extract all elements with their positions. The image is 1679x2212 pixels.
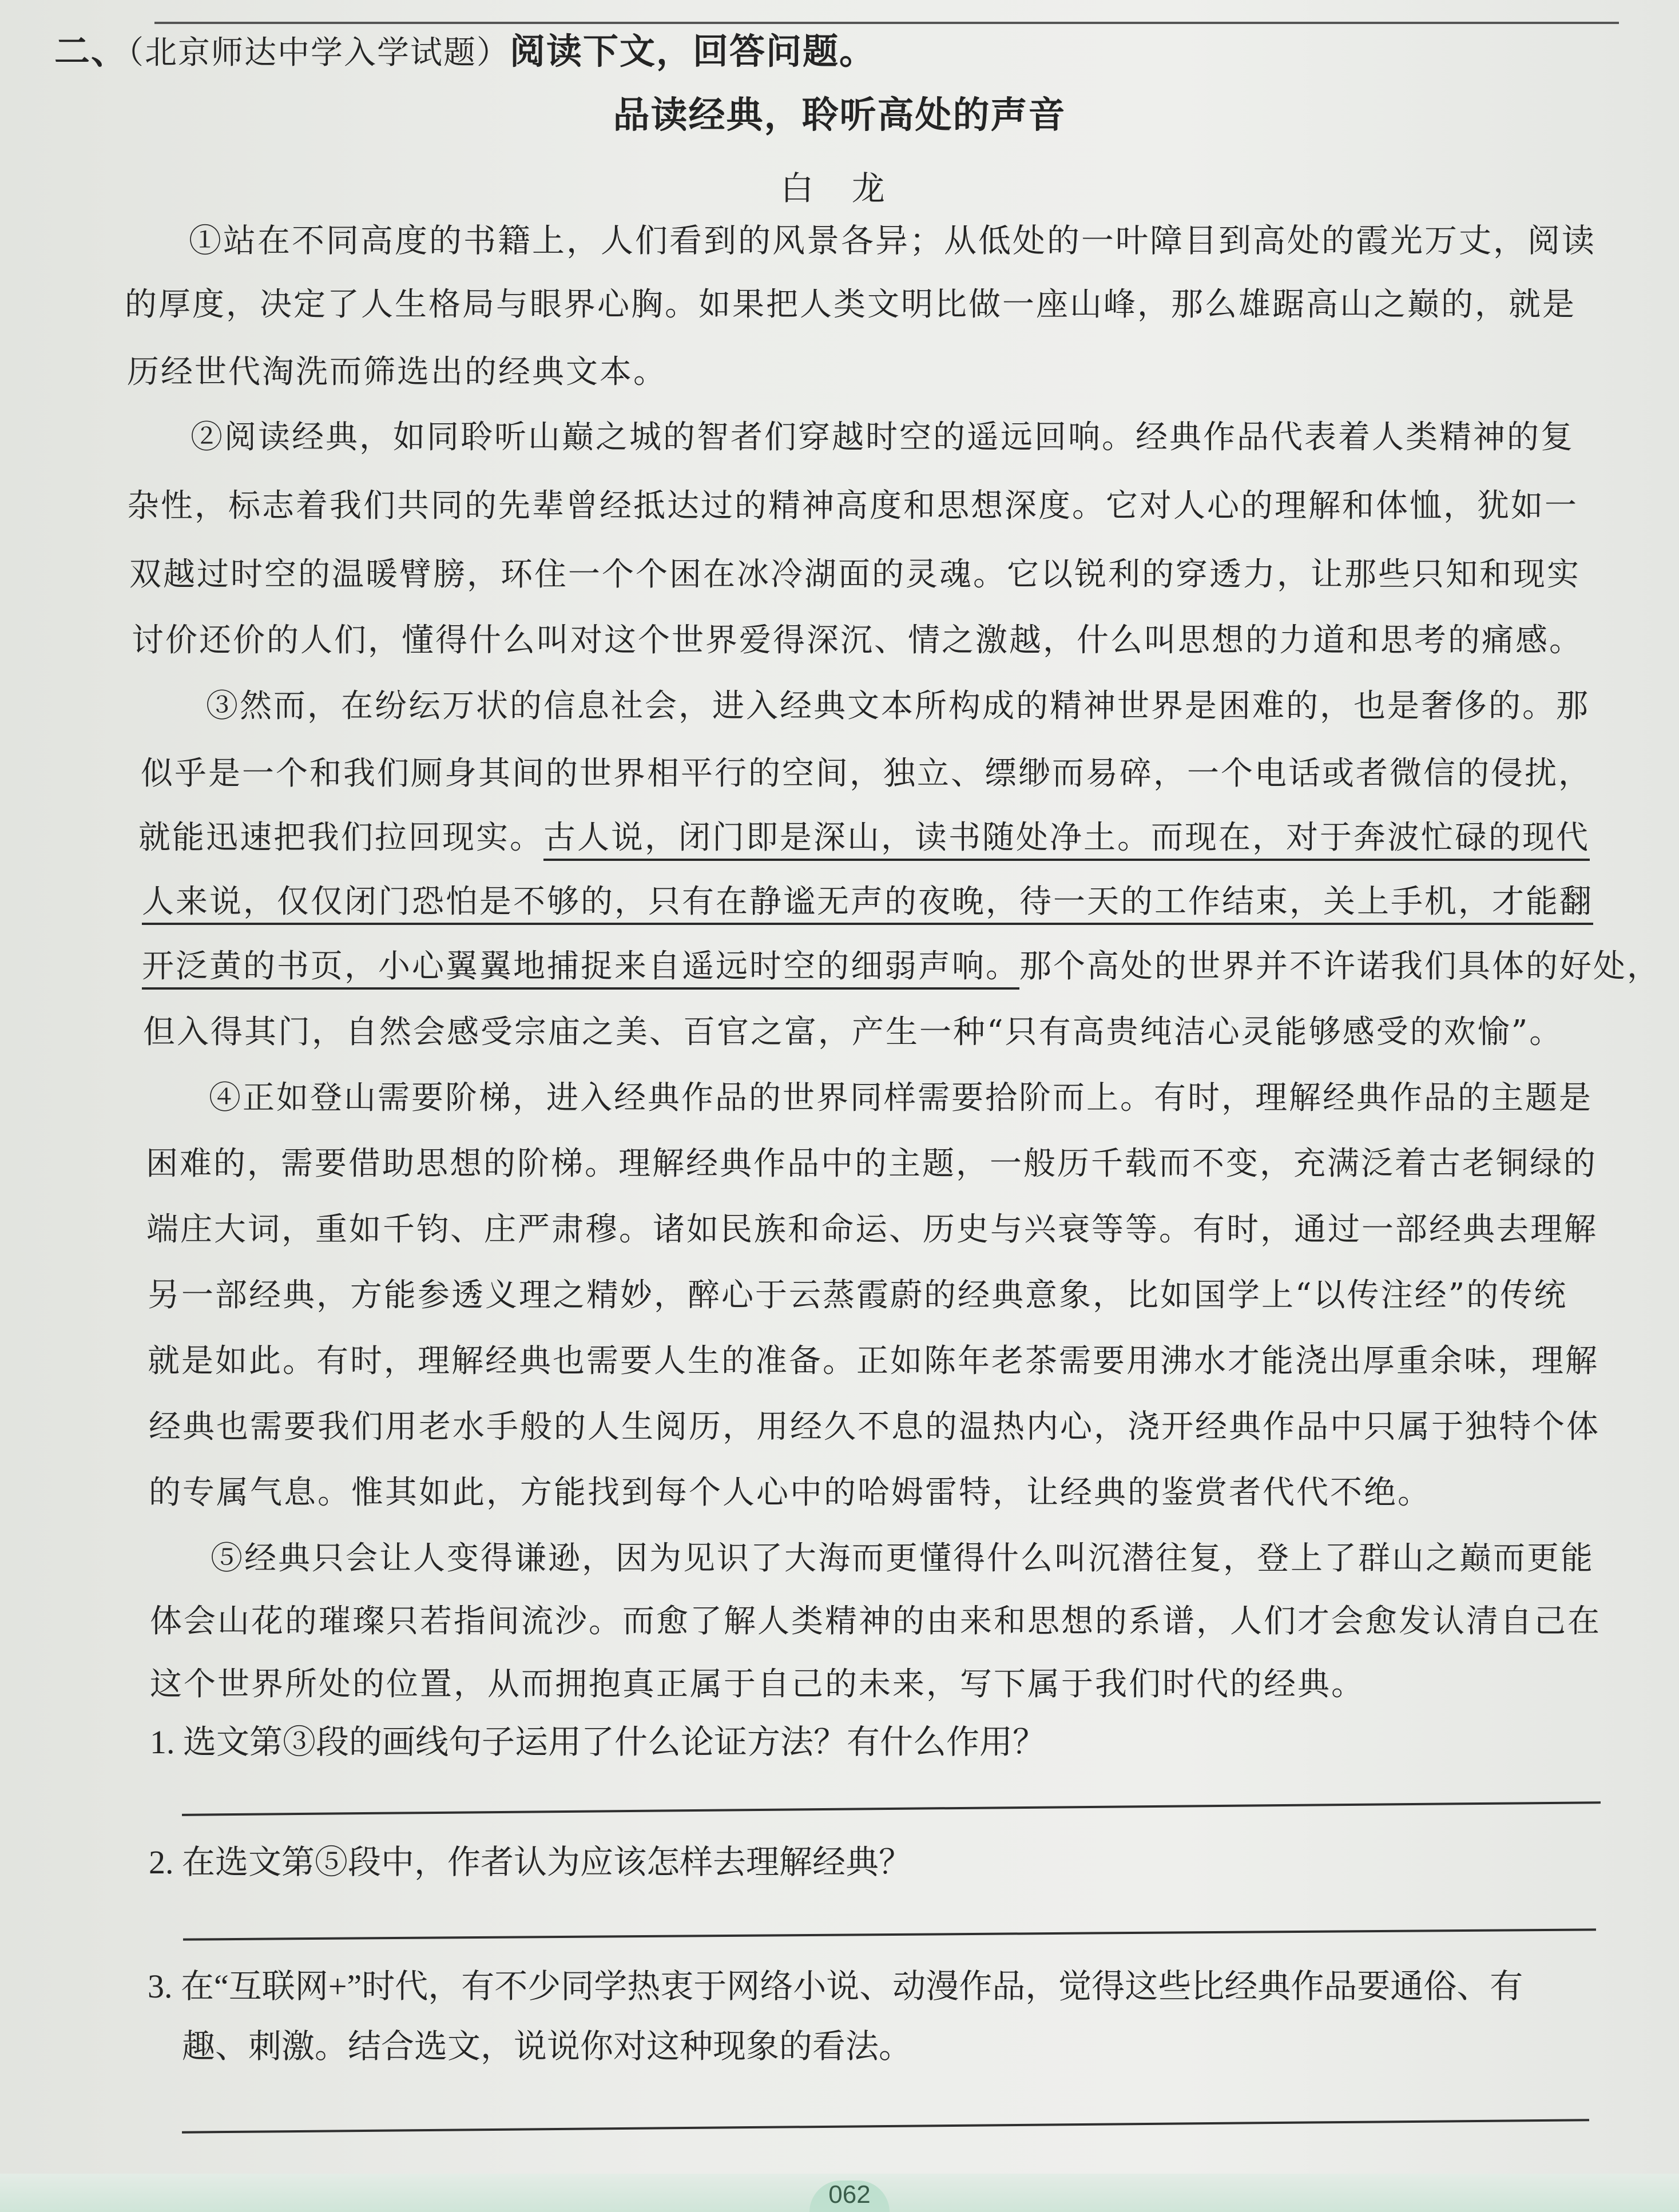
paragraph-3-line-3 bbox=[138, 812, 1590, 858]
underlined-sentence: 开泛黄的书页，小心翼翼地捕捉来自遥远时空的细弱声响。 bbox=[142, 948, 1019, 990]
question-3-line-1: 3. 在“互联网+”时代，有不少同学热衷于网络小说、动漫作品，觉得这些比经典作品要通俗、有 bbox=[148, 1968, 1523, 2005]
paragraph-4-line-6: 经典也需要我们用老水手般的人生阅历，用经久不息的温热内心，浇开经典作品中只属于独特个体 bbox=[149, 1408, 1600, 1445]
plain-text: 就能迅速把我们拉回现实。 bbox=[138, 819, 543, 856]
underlined-sentence: 人来说，仅仅闭门恐怕是不够的，只有在静谧无声的夜晚，待一天的工作结束，关上手机，才能翻 bbox=[142, 883, 1593, 925]
paragraph-3-line-4 bbox=[142, 876, 1593, 922]
source-label: （北京师达中学入学试题） bbox=[128, 34, 510, 72]
article-title: 品读经典，聆听高处的声音 bbox=[613, 94, 1066, 137]
paragraph-5-line-3: 这个世界所处的位置，从而拥抱真正属于自己的未来，写下属于我们时代的经典。 bbox=[150, 1666, 1365, 1703]
answer-line-3[interactable] bbox=[182, 2119, 1589, 2133]
page-number: 062 bbox=[809, 2181, 890, 2212]
paragraph-4-line-2: 困难的，需要借助思想的阶梯。理解经典作品中的主题，一般历千载而不变，充满泛着古老铜绿的 bbox=[146, 1145, 1597, 1182]
underlined-sentence: 古人说，闭门即是深山，读书随处净土。而现在，对于奔波忙碌的现代 bbox=[543, 819, 1590, 861]
paragraph-1-line-2: 的厚度，决定了人生格局与眼界心胸。如果把人类文明比做一座山峰，那么雄踞高山之巅的，就是 bbox=[125, 286, 1576, 323]
answer-line-1[interactable] bbox=[182, 1801, 1601, 1816]
paragraph-3-line-1: ③然而，在纷纭万状的信息社会，进入经典文本所构成的精神世界是困难的，也是奢侈的。那 bbox=[206, 688, 1590, 725]
question-1: 1. 选文第③段的画线句子运用了什么论证方法？有什么作用？ bbox=[150, 1723, 1046, 1761]
paragraph-4-line-3: 端庄大词，重如千钧、庄严肃穆。诸如民族和命运、历史与兴衰等等。有时，通过一部经典去理解 bbox=[146, 1211, 1598, 1248]
paragraph-4-line-4: 另一部经典，方能参透义理之精妙，醉心于云蒸霞蔚的经典意象，比如国学上“以传注经”的传统 bbox=[148, 1277, 1568, 1314]
paragraph-1-line-3: 历经世代淘洗而筛选出的经典文本。 bbox=[127, 354, 667, 391]
plain-text: 那个高处的世界并不许诺我们具体的好处， bbox=[1019, 948, 1661, 985]
paragraph-4-line-7: 的专属气息。惟其如此，方能找到每个人心中的哈姆雷特，让经典的鉴赏者代代不绝。 bbox=[149, 1474, 1431, 1511]
paragraph-5-line-1: ⑤经典只会让人变得谦逊，因为见识了大海而更懂得什么叫沉潜往复，登上了群山之巅而更能 bbox=[211, 1540, 1594, 1577]
question-2: 2. 在选文第⑤段中，作者认为应该怎样去理解经典？ bbox=[149, 1844, 912, 1881]
paragraph-2-line-2: 杂性，标志着我们共同的先辈曾经抵达过的精神高度和思想深度。它对人心的理解和体恤，犹如一 bbox=[127, 487, 1578, 525]
question-3-line-2: 趣、刺激。结合选文，说说你对这种现象的看法。 bbox=[182, 2028, 912, 2065]
paragraph-5-line-2: 体会山花的璀璨只若指间流沙。而愈了解人类精神的由来和思想的系谱，人们才会愈发认清自己在 bbox=[150, 1603, 1601, 1640]
paragraph-1-line-1: ①站在不同高度的书籍上，人们看到的风景各异；从低处的一叶障目到高处的霞光万丈，阅读 bbox=[189, 222, 1596, 260]
article-author: 白 龙 bbox=[780, 169, 899, 208]
paragraph-2-line-1: ②阅读经典，如同聆听山巅之城的智者们穿越时空的遥远回响。经典作品代表着人类精神的复 bbox=[190, 419, 1574, 456]
paragraph-3-line-2: 似乎是一个和我们厕身其间的世界相平行的空间，独立、缥缈而易碎，一个电话或者微信的侵扰， bbox=[141, 755, 1592, 792]
paragraph-3-line-5 bbox=[142, 941, 1661, 987]
paragraph-3-line-6: 但入得其门，自然会感受宗庙之美、百官之富，产生一种“只有高贵纯洁心灵能够感受的欢愉”。 bbox=[143, 1014, 1563, 1051]
section-heading bbox=[54, 23, 876, 74]
paragraph-4-line-1: ④正如登山需要阶梯，进入经典作品的世界同样需要拾阶而上。有时，理解经典作品的主题是 bbox=[209, 1079, 1593, 1117]
instruction-text: 阅读下文，回答问题。 bbox=[510, 30, 876, 72]
answer-line-2[interactable] bbox=[183, 1928, 1596, 1940]
paragraph-2-line-3: 双越过时空的温暖臂膀，环住一个个困在冰冷湖面的灵魂。它以锐利的穿透力，让那些只知和现实 bbox=[129, 556, 1581, 593]
paragraph-4-line-5: 就是如此。有时，理解经典也需要人生的准备。正如陈年老茶需要用沸水才能浇出厚重余味，理解 bbox=[148, 1343, 1599, 1380]
paragraph-2-line-4: 讨价还价的人们，懂得什么叫对这个世界爱得深沉、情之激越，什么叫思想的力道和思考的痛感。 bbox=[132, 622, 1583, 659]
section-label: 二、 bbox=[54, 30, 128, 72]
